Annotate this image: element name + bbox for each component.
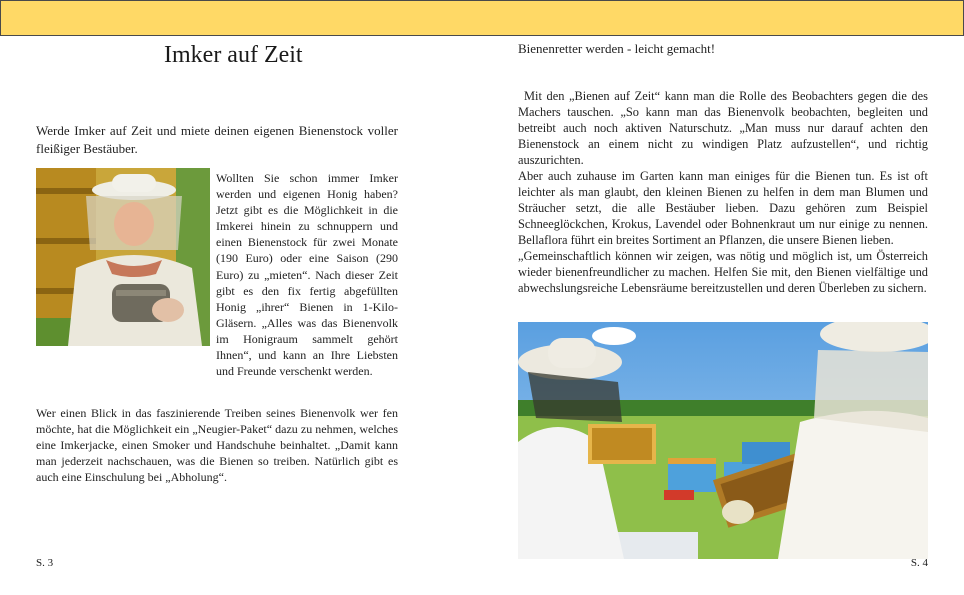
page-subtitle: Bienenretter werden - leicht gemacht! xyxy=(518,41,716,56)
left-page xyxy=(0,36,482,595)
intro-text: Werde Imker auf Zeit und miete deinen eigenen Bienenstock voller fleißiger Bestäuber. xyxy=(36,123,398,156)
lower-text: Wer einen Blick in das faszinierende Treiben seines Bienenvolk wer fen möchte, hat die Möglichkeit ein „Neugier-Paket“ dazu zu nehmen, welches eine Imkerjacke, einen Smoker und Handschuhe beinhaltet. „Damit kann man jederzeit nachschauen, was die Bienen so treiben. Natürlich gibt es auch eine Einschulung bei „Abholung“. xyxy=(36,406,398,484)
paragraph: „Gemeinschaftlich können wir zeigen, was nötig und möglich ist, um Österreich wieder bienenfreundlicher zu machen. Helfen Sie mit, den Bienen vielfältige und abwechslungsreiche Lebensräume bereitzustellen und deren Überleben zu sichern. xyxy=(518,249,928,295)
paragraph: Aber auch zuhause im Garten kann man einiges für die Bienen tun. Es ist oft leichter als man glaubt, den kleinen Bienen zu helfen in dem man Blumen und Sträucher setzt, die alle Bestäuber lieben. Dazu gehören zum Beispiel Schneeglöckchen, Krokus, Lavendel oder Bohnenkraut um nur einige zu nennen. Bellaflora führt ein breites Sortiment an Pflanzen, die unsere Bienen lieben. xyxy=(518,169,928,247)
right-page xyxy=(482,36,964,595)
beehive-photo xyxy=(518,322,928,559)
side-text: Wollten Sie schon immer Imker werden und eigenen Honig haben? Jetzt gibt es die Möglichkeit in die Imkerei hinein zu schnuppern und einen Bienenstock für zwei Monate (190 Euro) oder eine Saison (290 Euro) zu „mieten“. Nach dieser Zeit gibt es den fix fertig abgefüllten Honig „ihrer“ Bienen in 1-Kilo-Gläsern. „Alles was das Bienenvolk im Honigraum sammelt gehört Ihnen“, und kann an Ihre Liebsten und Freunde verschenkt werden. xyxy=(216,171,398,379)
paragraph: Mit den „Bienen auf Zeit“ kann man die Rolle des Beobachters gegen die des Machers tauschen. „So kann man das Bienenvolk beobachten, begleiten und betreibt auch noch aktiven Naturschutz. „Man muss nur darauf achten den Bienenstock an einem nicht zu windigen Platz aufzustellen“, und richtig auszurichten. xyxy=(518,89,928,167)
right-body-text xyxy=(518,88,928,296)
page-number: S. 4 xyxy=(910,557,928,569)
page-number: S. 3 xyxy=(36,557,54,569)
page-title: Imker auf Zeit xyxy=(164,42,303,68)
top-banner xyxy=(0,0,964,36)
beekeeper-photo xyxy=(36,168,210,346)
